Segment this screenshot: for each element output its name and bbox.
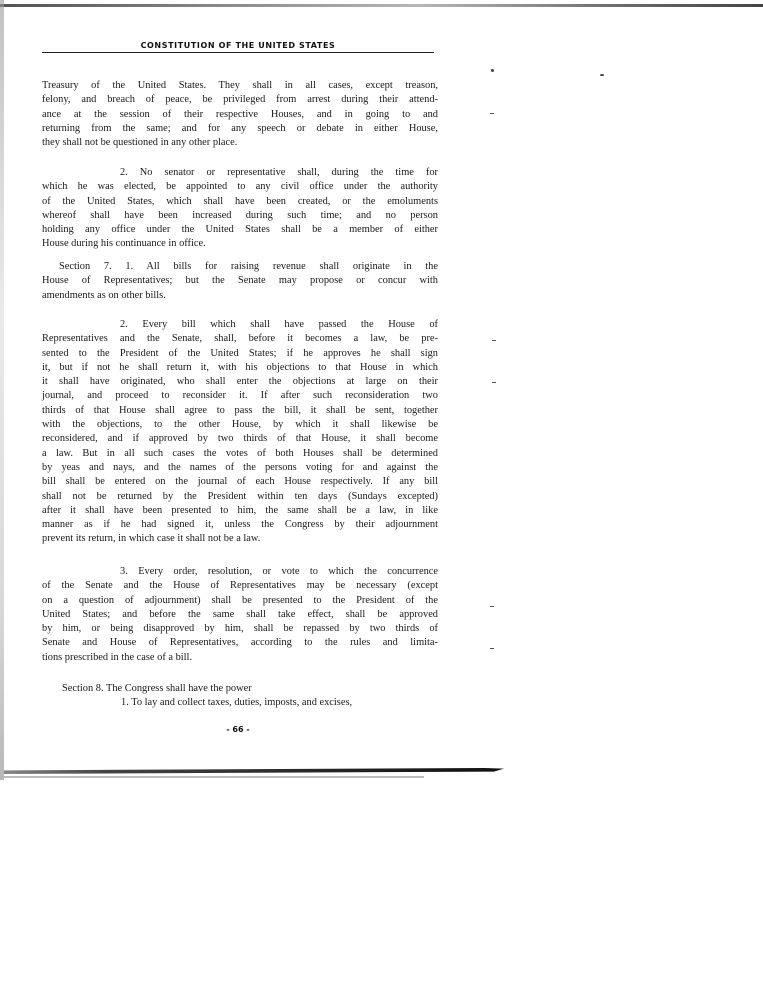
paragraph-section-7-revenue-bills [42,260,438,303]
scan-speck [600,74,604,76]
text-line: it, but if not he shall return it, with his objections to that House in which [42,361,438,373]
text-line: a law. But in all such cases the votes of both Houses shall be determined [42,447,438,459]
text-line: reconsidered, and if approved by two thirds of that House, it shall become [42,433,438,445]
text-line: of the United States, which shall have been created, or the emoluments [42,195,438,207]
text-line: tions prescribed in the case of a bill. [42,651,193,663]
text-line: ance at the session of their respective Houses, and in going to and [42,108,438,120]
scan-mark [492,382,496,383]
scan-top-edge [0,4,763,7]
paragraph-civil-office [42,166,438,252]
text-line: on a question of adjournment) shall be presented to the President of the [42,594,438,606]
paragraph-privilege-from-arrest [42,79,438,150]
text-line: Representatives and the Senate, shall, before it becomes a law, be pre- [42,333,438,345]
page-number: - 66 - [226,725,250,734]
text-line: they shall not be questioned in any other place. [42,137,238,149]
text-line: House during his continuance in office. [42,238,206,250]
text-line: journal, and proceed to reconsider it. If after such reconsideration two [42,390,438,402]
paragraph-orders-resolutions [42,565,438,665]
text-line: sented to the President of the United States; if he approves he shall sign [42,347,438,359]
scan-mark [490,113,494,114]
text-line: prevent its return, in which case it shall not be a law. [42,533,261,545]
text-line: holding any office under the United States shall be a member of either [42,224,438,236]
text-line: Treasury of the United States. They shall in all cases, except treason, [42,80,438,91]
text-line: shall not be returned by the President within ten days (Sundays excepted) [42,490,438,502]
text-line: it shall have originated, who shall enter the objections at large on their [42,376,438,388]
text-line: felony, and breach of peace, be privileged from arrest during their attend- [42,94,438,106]
text-line: Senate and House of Representatives, according to the rules and limita- [42,637,438,649]
text-line: after it shall have been presented to him, the same shall be a law, in like [42,504,438,516]
scan-mark [492,340,496,341]
scan-speck [491,69,494,72]
scan-mark [490,606,494,607]
text-line: by yeas and nays, and the names of the persons voting for and against the [42,461,438,473]
text-line: 3. Every order, resolution, or vote to which the concurrence [120,566,438,577]
text-line: amendments as on other bills. [42,289,166,301]
text-line: 2. No senator or representative shall, during the time for [120,167,438,178]
text-line: manner as if he had signed it, unless the Congress by their adjournment [42,519,438,531]
text-line: which he was elected, be appointed to any civil office under the authority [42,181,438,193]
text-line: with the objections, to the other House, by which it shall likewise be [42,419,438,431]
text-line: United States; and before the same shall take effect, shall be approved [42,608,438,620]
scan-bottom-edge [4,768,504,774]
scan-mark [490,648,494,649]
running-head: CONSTITUTION OF THE UNITED STATES [140,41,336,50]
text-line: of the Senate and the House of Representatives may be necessary (except [42,580,438,592]
text-line: whereof shall have been increased during such time; and no person [42,209,438,221]
scan-left-edge [0,0,4,780]
text-line: returning from the same; and for any speech or debate in either House, [42,122,438,134]
text-line: bill shall be entered on the journal of each House respectively. If any bill [42,476,438,488]
text-line: thirds of that House shall agree to pass the bill, it shall be sent, together [42,404,438,416]
text-line: by him, or being disapproved by him, shall be repassed by two thirds of [42,623,438,635]
section-8-item-1: 1. To lay and collect taxes, duties, imposts, and excises, [121,697,353,708]
section-8-heading: Section 8. The Congress shall have the power [62,683,252,694]
text-line: Section 7. 1. All bills for raising revenue shall originate in the [59,261,438,272]
scan-bottom-shadow [4,776,424,778]
paragraph-passing-bills [42,318,438,547]
text-line: House of Representatives; but the Senate may propose or concur with [42,275,438,287]
header-rule [42,52,434,53]
text-line: 2. Every bill which shall have passed the House of [120,319,438,330]
